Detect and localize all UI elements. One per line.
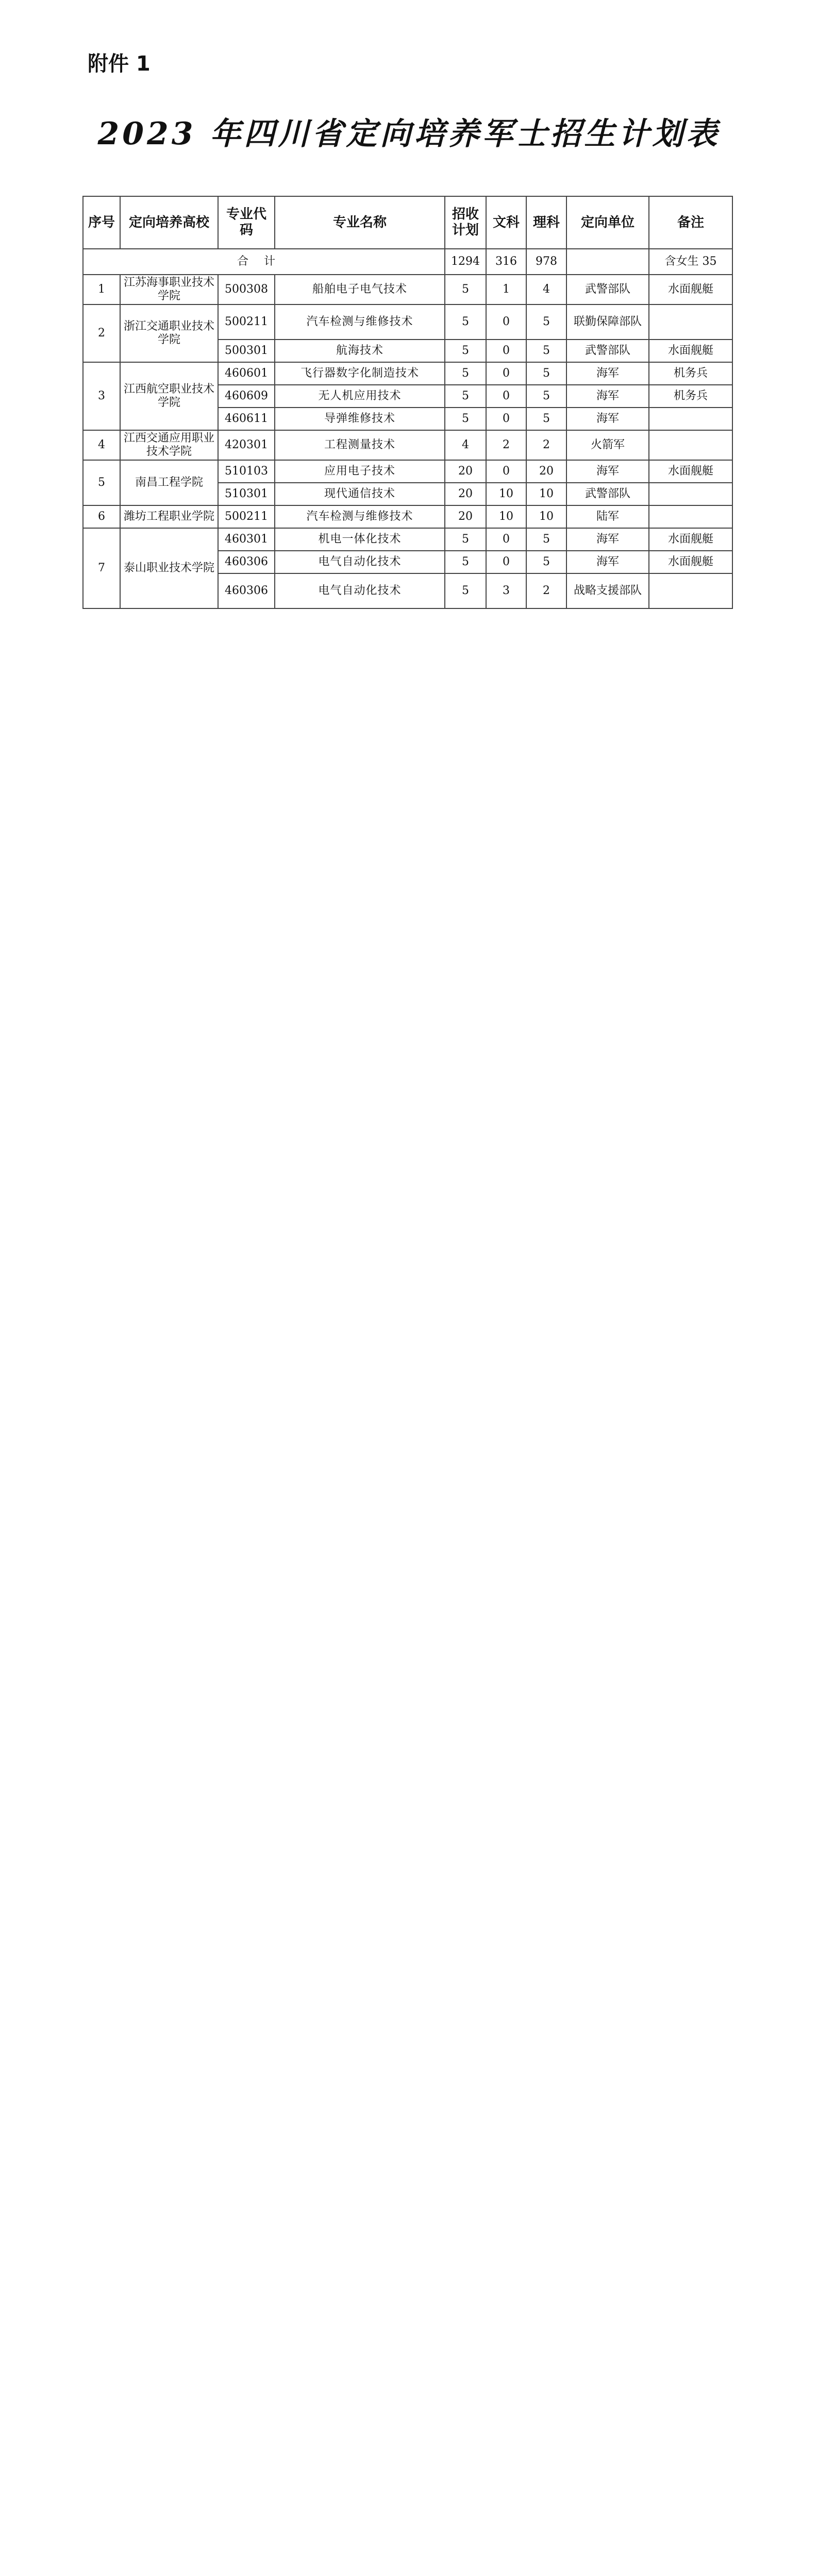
cell-plan: 4 (445, 430, 486, 460)
cell-code: 460306 (218, 573, 275, 608)
header-unit: 定向单位 (566, 196, 649, 249)
cell-science: 5 (526, 528, 566, 551)
cell-unit: 联勤保障部队 (566, 304, 649, 340)
cell-major: 汽车检测与维修技术 (275, 304, 445, 340)
total-plan: 1294 (445, 249, 486, 275)
cell-plan: 5 (445, 340, 486, 362)
cell-arts: 10 (486, 505, 526, 528)
cell-school: 浙江交通职业技术学院 (120, 304, 218, 362)
cell-unit: 战略支援部队 (566, 573, 649, 608)
cell-major: 船舶电子电气技术 (275, 275, 445, 304)
cell-arts: 0 (486, 551, 526, 573)
cell-unit: 武警部队 (566, 275, 649, 304)
cell-school: 潍坊工程职业学院 (120, 505, 218, 528)
cell-remarks: 水面舰艇 (649, 275, 732, 304)
cell-plan: 5 (445, 408, 486, 430)
cell-arts: 3 (486, 573, 526, 608)
cell-science: 5 (526, 304, 566, 340)
cell-plan: 5 (445, 551, 486, 573)
cell-seq: 1 (83, 275, 120, 304)
table-row (83, 505, 732, 528)
cell-arts: 10 (486, 483, 526, 505)
cell-remarks: 机务兵 (649, 385, 732, 408)
cell-code: 500211 (218, 505, 275, 528)
cell-code: 500211 (218, 304, 275, 340)
cell-code: 460609 (218, 385, 275, 408)
table-row (83, 460, 732, 483)
cell-arts: 0 (486, 340, 526, 362)
cell-remarks: 水面舰艇 (649, 528, 732, 551)
cell-code: 460306 (218, 551, 275, 573)
total-row (83, 249, 732, 275)
cell-major: 应用电子技术 (275, 460, 445, 483)
cell-school: 泰山职业技术学院 (120, 528, 218, 608)
total-unit (566, 249, 649, 275)
cell-seq: 6 (83, 505, 120, 528)
cell-major: 工程测量技术 (275, 430, 445, 460)
cell-science: 2 (526, 573, 566, 608)
cell-seq: 4 (83, 430, 120, 460)
table-row (83, 304, 732, 340)
cell-science: 5 (526, 551, 566, 573)
cell-plan: 5 (445, 385, 486, 408)
cell-school: 江西航空职业技术学院 (120, 362, 218, 430)
cell-unit: 海军 (566, 385, 649, 408)
header-science: 理科 (526, 196, 566, 249)
table-row (83, 430, 732, 460)
total-label: 合计 (83, 249, 445, 275)
cell-arts: 0 (486, 385, 526, 408)
cell-science: 5 (526, 340, 566, 362)
cell-code: 460301 (218, 528, 275, 551)
cell-plan: 5 (445, 528, 486, 551)
cell-major: 航海技术 (275, 340, 445, 362)
cell-science: 10 (526, 483, 566, 505)
table-row (83, 362, 732, 385)
cell-arts: 0 (486, 362, 526, 385)
cell-major: 电气自动化技术 (275, 573, 445, 608)
cell-seq: 3 (83, 362, 120, 430)
cell-science: 5 (526, 408, 566, 430)
cell-code: 510301 (218, 483, 275, 505)
cell-plan: 20 (445, 505, 486, 528)
cell-science: 2 (526, 430, 566, 460)
cell-remarks (649, 483, 732, 505)
cell-seq: 2 (83, 304, 120, 362)
cell-code: 460611 (218, 408, 275, 430)
cell-major: 飞行器数字化制造技术 (275, 362, 445, 385)
cell-plan: 5 (445, 275, 486, 304)
header-seq: 序号 (83, 196, 120, 249)
cell-remarks (649, 408, 732, 430)
cell-code: 420301 (218, 430, 275, 460)
cell-seq: 7 (83, 528, 120, 608)
cell-plan: 20 (445, 483, 486, 505)
cell-code: 460601 (218, 362, 275, 385)
header-code: 专业代码 (218, 196, 275, 249)
cell-science: 5 (526, 385, 566, 408)
cell-plan: 5 (445, 362, 486, 385)
cell-school: 江苏海事职业技术学院 (120, 275, 218, 304)
cell-remarks (649, 430, 732, 460)
total-science: 978 (526, 249, 566, 275)
cell-unit: 海军 (566, 362, 649, 385)
header-major: 专业名称 (275, 196, 445, 249)
cell-plan: 5 (445, 304, 486, 340)
cell-unit: 海军 (566, 460, 649, 483)
table-body (83, 249, 732, 608)
cell-major: 无人机应用技术 (275, 385, 445, 408)
cell-major: 电气自动化技术 (275, 551, 445, 573)
cell-arts: 0 (486, 304, 526, 340)
cell-seq: 5 (83, 460, 120, 505)
cell-major: 汽车检测与维修技术 (275, 505, 445, 528)
header-school: 定向培养高校 (120, 196, 218, 249)
cell-remarks: 水面舰艇 (649, 551, 732, 573)
cell-major: 导弹维修技术 (275, 408, 445, 430)
cell-school: 南昌工程学院 (120, 460, 218, 505)
header-plan: 招收计划 (445, 196, 486, 249)
cell-arts: 1 (486, 275, 526, 304)
cell-unit: 火箭军 (566, 430, 649, 460)
cell-remarks (649, 573, 732, 608)
total-remarks: 含女生 35 (649, 249, 732, 275)
cell-remarks (649, 304, 732, 340)
table-row (83, 275, 732, 304)
cell-code: 500308 (218, 275, 275, 304)
cell-school: 江西交通应用职业技术学院 (120, 430, 218, 460)
cell-arts: 0 (486, 408, 526, 430)
table-header (83, 196, 732, 249)
cell-major: 现代通信技术 (275, 483, 445, 505)
cell-major: 机电一体化技术 (275, 528, 445, 551)
cell-unit: 海军 (566, 551, 649, 573)
cell-remarks: 水面舰艇 (649, 340, 732, 362)
attachment-label: 附件 1 (88, 52, 151, 76)
cell-science: 5 (526, 362, 566, 385)
cell-unit: 海军 (566, 408, 649, 430)
table-row (83, 528, 732, 551)
cell-remarks: 水面舰艇 (649, 460, 732, 483)
cell-science: 20 (526, 460, 566, 483)
cell-remarks (649, 505, 732, 528)
cell-arts: 2 (486, 430, 526, 460)
cell-unit: 海军 (566, 528, 649, 551)
cell-unit: 陆军 (566, 505, 649, 528)
cell-code: 500301 (218, 340, 275, 362)
cell-science: 4 (526, 275, 566, 304)
cell-science: 10 (526, 505, 566, 528)
total-arts: 316 (486, 249, 526, 275)
cell-plan: 5 (445, 573, 486, 608)
cell-unit: 武警部队 (566, 340, 649, 362)
cell-arts: 0 (486, 460, 526, 483)
document-title: 2023 年四川省定向培养军士招生计划表 (97, 116, 721, 152)
header-arts: 文科 (486, 196, 526, 249)
cell-remarks: 机务兵 (649, 362, 732, 385)
cell-unit: 武警部队 (566, 483, 649, 505)
cell-arts: 0 (486, 528, 526, 551)
cell-code: 510103 (218, 460, 275, 483)
cell-plan: 20 (445, 460, 486, 483)
enrollment-plan-table (82, 196, 733, 609)
header-remarks: 备注 (649, 196, 732, 249)
